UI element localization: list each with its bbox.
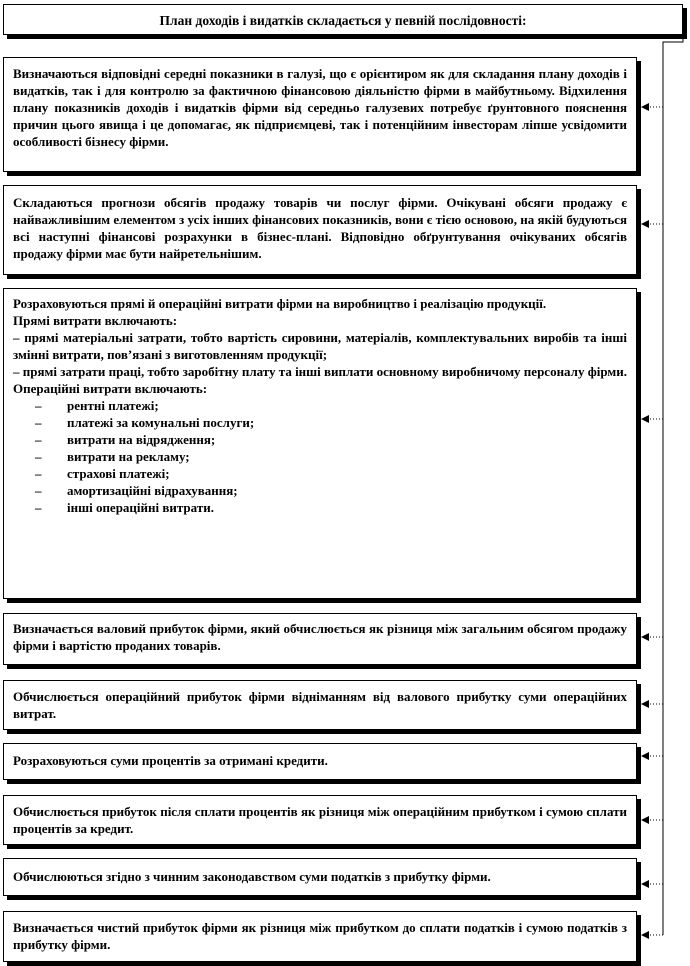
step-box-9: Визначається чистий прибуток фірми як різниця між прибутком до сплати податків і сумою податків з прибутку фірми. [3, 911, 637, 962]
step-box-2: Складаються прогнози обсягів продажу товарів чи послуг фірми. Очікувані обсяги продажу є найважливішим елементом з усіх інших фінансових показників, вони є тією основою, на якій будуються всі наступні фінансові розрахунки в бізнес-плані. Відповідно обґрунтування очікуваних обсягів продажу фірми має бути найретельнішим. [3, 185, 637, 275]
operating-cost-item: – страхові платежі; [35, 466, 170, 481]
step-box-4: Визначається валовий прибуток фірми, який обчислюється як різниця між загальним обсягом продажу фірми і вартістю проданих товарів. [3, 613, 637, 665]
step-box-5: Обчислюється операційний прибуток фірми відніманням від валового прибутку суми операційних витрат. [3, 680, 637, 730]
direct-cost-item-1: – прямі матеріальні затрати, тобто вартість сировини, матеріалів, комплектувальних виробів та інші змінні витрати, пов’язані з виготовленням продукції; [13, 330, 627, 362]
operating-costs-heading: Операційні витрати включають: [13, 381, 208, 396]
operating-cost-item: – рентні платежі; [35, 398, 159, 413]
diagram-title: План доходів і видатків складається у певній послідовності: [3, 4, 683, 35]
operating-cost-item: – амортизаційні відрахування; [35, 483, 238, 498]
step-box-1: Визначаються відповідні середні показники в галузі, що є орієнтиром як для складання плану доходів і видатків, так і для контролю за фактичною фінансовою діяльністю фірми в майбутньому. Відхилення плану показників доходів і видатків фірми від середньо галузевих потребує ґрунтовного пояснення причин цього явища і це допомагає, як підприємцеві, так і потенційним інвесторам ліпше усвідомити особливості бізнесу фірми. [3, 57, 637, 172]
step-box-8: Обчислюються згідно з чинним законодавством суми податків з прибутку фірми. [3, 858, 637, 896]
step-box-6: Розраховуються суми процентів за отримані кредити. [3, 743, 637, 780]
operating-cost-item: – інші операційні витрати. [35, 500, 214, 515]
operating-cost-item: – витрати на відрядження; [35, 432, 216, 447]
step-box-7: Обчислюється прибуток після сплати процентів як різниця між операційним прибутком і сумою сплати процентів за кредит. [3, 795, 637, 845]
direct-costs-heading: Прямі витрати включають: [13, 313, 178, 328]
operating-cost-item: – платежі за комунальні послуги; [35, 415, 255, 430]
operating-cost-item: – витрати на рекламу; [35, 449, 190, 464]
step-3-intro: Розраховуються прямі й операційні витрати фірми на виробництво і реалізацію продукції. [13, 296, 547, 311]
direct-cost-item-2: – прямі затрати праці, тобто заробітну плату та інші виплати основному виробничому персоналу фірми. [13, 364, 627, 379]
trunk-line [663, 36, 683, 935]
